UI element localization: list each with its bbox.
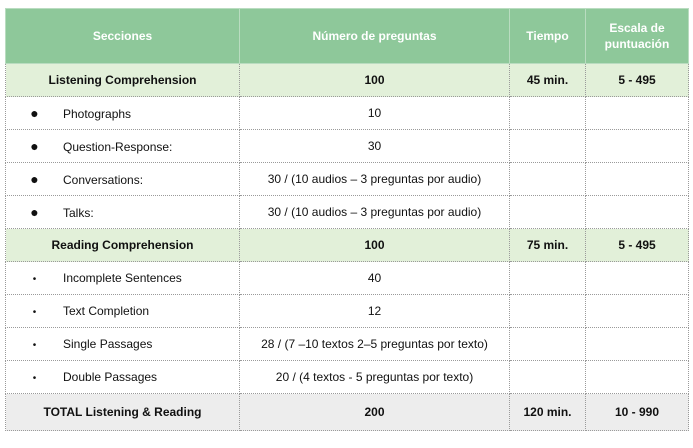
total-row [6,394,689,431]
bullet-icon: • [32,274,37,285]
listening-questions: 100 [240,64,510,97]
part-name-cell [6,97,240,130]
part-name: Incomplete Sentences [63,271,182,285]
table-row [6,196,689,229]
total-scale: 10 - 990 [586,394,689,431]
bullet-icon: • [32,373,37,384]
table-row [6,97,689,130]
part-questions: 40 [240,262,510,295]
total-time: 120 min. [510,394,586,431]
header-sections: Secciones [6,9,240,64]
part-name-cell [6,295,240,328]
empty-cell [510,163,586,196]
reading-questions: 100 [240,229,510,262]
part-name-cell [6,328,240,361]
empty-cell [510,97,586,130]
bullet-icon: • [32,340,37,351]
table-row [6,262,689,295]
header-scale: Escala de puntuación [586,9,689,64]
empty-cell [510,262,586,295]
listening-title: Listening Comprehension [6,64,240,97]
toeic-sections-table [5,8,689,431]
header-time: Tiempo [510,9,586,64]
total-title: TOTAL Listening & Reading [6,394,240,431]
table-row [6,130,689,163]
table-header-row [6,9,689,64]
bullet-icon: ● [30,138,39,154]
empty-cell [510,130,586,163]
empty-cell [586,262,689,295]
reading-title: Reading Comprehension [6,229,240,262]
part-questions: 30 / (10 audios – 3 preguntas por audio) [240,196,510,229]
part-name: Conversations: [63,173,144,187]
part-questions: 30 / (10 audios – 3 preguntas por audio) [240,163,510,196]
table-row [6,163,689,196]
empty-cell [586,361,689,394]
part-name-cell [6,163,240,196]
reading-section-row [6,229,689,262]
total-questions: 200 [240,394,510,431]
bullet-icon: ● [30,171,39,187]
listening-section-row [6,64,689,97]
empty-cell [586,328,689,361]
table-row [6,295,689,328]
empty-cell [510,295,586,328]
table-row [6,361,689,394]
part-name: Single Passages [63,337,153,351]
empty-cell [586,295,689,328]
part-name: Talks: [63,206,94,220]
empty-cell [510,361,586,394]
empty-cell [586,163,689,196]
part-questions: 20 / (4 textos - 5 preguntas por texto) [240,361,510,394]
bullet-icon: ● [30,204,39,220]
reading-time: 75 min. [510,229,586,262]
empty-cell [510,196,586,229]
part-questions: 12 [240,295,510,328]
empty-cell [586,196,689,229]
header-questions: Número de preguntas [240,9,510,64]
empty-cell [510,328,586,361]
part-name: Question-Response: [63,140,173,154]
bullet-icon: • [32,307,37,318]
bullet-icon: ● [30,105,39,121]
listening-time: 45 min. [510,64,586,97]
part-name-cell [6,196,240,229]
part-name-cell [6,130,240,163]
part-name: Double Passages [63,370,158,384]
reading-scale: 5 - 495 [586,229,689,262]
part-questions: 28 / (7 –10 textos 2–5 preguntas por texto) [240,328,510,361]
table-row [6,328,689,361]
part-name-cell [6,262,240,295]
listening-scale: 5 - 495 [586,64,689,97]
part-name: Text Completion [63,304,150,318]
empty-cell [586,97,689,130]
part-questions: 10 [240,97,510,130]
empty-cell [586,130,689,163]
part-name-cell [6,361,240,394]
part-questions: 30 [240,130,510,163]
part-name: Photographs [63,107,132,121]
